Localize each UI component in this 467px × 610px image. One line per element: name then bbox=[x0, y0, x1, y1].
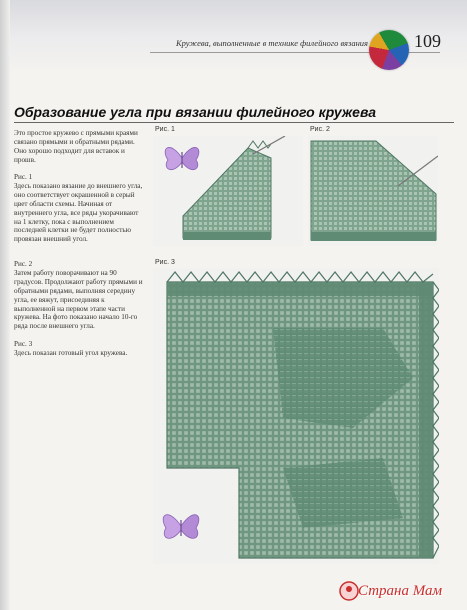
butterfly-icon bbox=[160, 138, 204, 178]
section-heading: Образование угла при вязании филейного кружева bbox=[14, 104, 376, 120]
figure-2-photo bbox=[308, 136, 438, 246]
step-2-label: Рис. 2 bbox=[14, 260, 33, 268]
intro-paragraph bbox=[14, 129, 146, 165]
figure-3-caption: Рис. 3 bbox=[155, 259, 175, 266]
intro-text: Это простое кружево с прямыми краями связано прямыми и обратными рядами. Оно хорошо подходит для вставок и прошв. bbox=[14, 129, 138, 164]
heading-rule bbox=[14, 122, 454, 123]
step-3-text: Здесь показан готовый угол кружева. bbox=[14, 348, 128, 357]
step-2-text: Затем работу поворачивают на 90 градусов. Продолжают работу прямыми и обратными рядами, выполняя середину угла, ее вяжут, присоединяя к выполненной на первом этапе части кружева. На фото показано начало 10-го ряда после внешнего угла. bbox=[14, 268, 143, 331]
figure-1-caption: Рис. 1 bbox=[155, 126, 175, 133]
page-spine-shadow bbox=[0, 0, 10, 610]
step-2-block bbox=[14, 260, 146, 331]
page-number: 109 bbox=[414, 31, 441, 51]
butterfly-icon bbox=[158, 505, 204, 547]
figure-2-caption: Рис. 2 bbox=[310, 126, 330, 133]
watermark-text: Страна Мам bbox=[358, 583, 443, 599]
step-1-block bbox=[14, 173, 146, 244]
color-wheel-logo bbox=[369, 30, 409, 70]
figure-2-lace bbox=[308, 136, 438, 246]
step-3-block bbox=[14, 340, 146, 358]
watermark-logo-icon bbox=[338, 580, 360, 602]
step-1-label: Рис. 1 bbox=[14, 173, 33, 181]
step-1-text: Здесь показано вязание до внешнего угла, оно соответствует окрашенной в серый цвет области схемы. Начиная от внутреннего угла, все ряды укорачивают на 1 клетку, пока с выполнением последней клетки не будет полностью провязан внешний угол. bbox=[14, 181, 143, 244]
step-3-label: Рис. 3 bbox=[14, 340, 33, 348]
running-title: Кружева, выполненные в технике филейного вязания bbox=[176, 38, 368, 48]
